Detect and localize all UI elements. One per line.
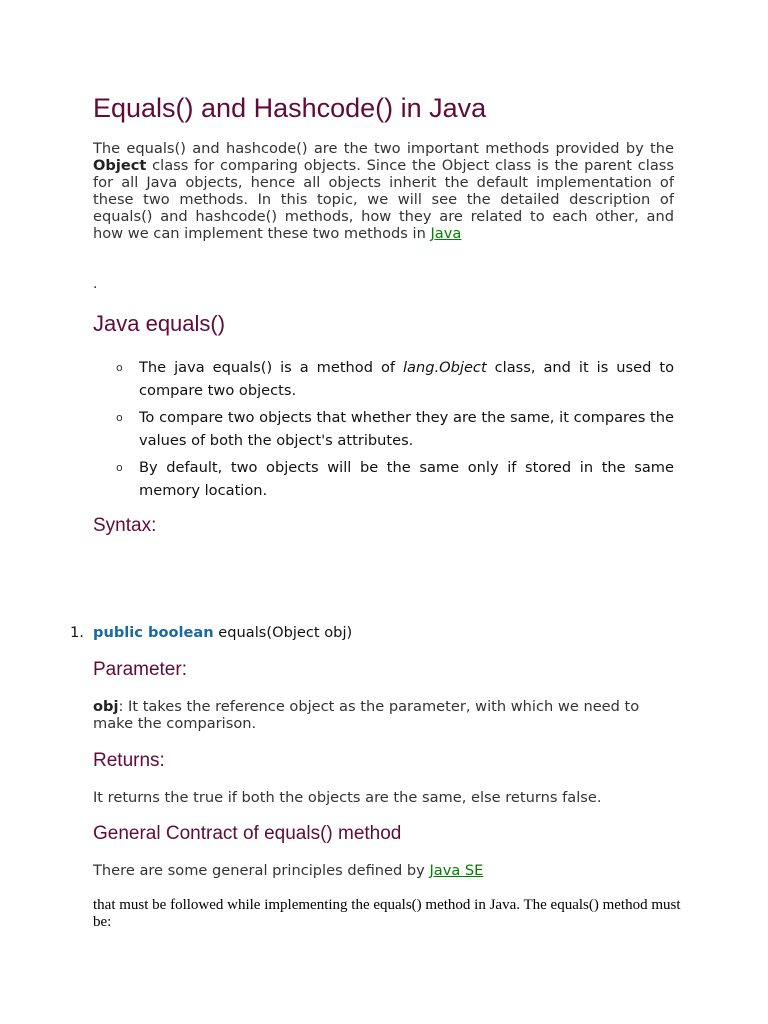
line-number: 1. xyxy=(70,624,84,641)
parameter-heading: Parameter: xyxy=(93,659,187,680)
equals-bullet-list xyxy=(93,356,674,506)
parameter-paragraph xyxy=(93,698,674,732)
contract-text: There are some general principles defined by xyxy=(93,862,430,879)
param-text: : It takes the reference object as the parameter, with which we need to make the comparison. xyxy=(93,698,640,732)
intro-bold-object: Object xyxy=(93,157,147,174)
page-title: Equals() and Hashcode() in Java xyxy=(93,93,487,123)
code-keywords: public boolean xyxy=(93,624,214,641)
java-equals-heading: Java equals() xyxy=(93,311,226,336)
list-item xyxy=(93,456,674,502)
stray-period: . xyxy=(93,276,98,292)
intro-text-1: The equals() and hashcode() are the two important methods provided by the xyxy=(93,140,674,157)
list-item xyxy=(93,406,674,452)
code-signature: equals(Object obj) xyxy=(213,624,353,641)
list-item xyxy=(93,356,674,402)
returns-heading: Returns: xyxy=(93,750,165,771)
param-bold-obj: obj xyxy=(93,698,119,715)
bullet-text: By default, two objects will be the same only if stored in the same memory location. xyxy=(139,459,674,499)
contract-serif-paragraph: that must be followed while implementing the equals() method in Java. The equals() method must be: xyxy=(93,897,681,930)
java-link[interactable]: Java xyxy=(430,225,462,242)
bullet-text-em: lang.Object xyxy=(403,359,487,376)
circle-bullet-icon: o xyxy=(116,461,123,474)
intro-paragraph xyxy=(93,140,674,242)
returns-paragraph: It returns the true if both the objects are the same, else returns false. xyxy=(93,789,602,806)
bullet-text: To compare two objects that whether they are the same, it compares the values of both the object's attributes. xyxy=(139,409,674,449)
contract-heading: General Contract of equals() method xyxy=(93,823,402,844)
circle-bullet-icon: o xyxy=(116,361,123,374)
code-line xyxy=(70,623,690,643)
intro-text-2: class for comparing objects. Since the Object class is the parent class for all Java objects, hence all objects inherit the default implementation of these two methods. In this topic, we will see the detailed description of equals() and hashcode() methods, how they are related to each other, and how we can implement these two methods in xyxy=(93,157,674,242)
syntax-heading: Syntax: xyxy=(93,515,157,536)
contract-paragraph xyxy=(93,862,674,879)
java-se-link[interactable]: Java SE xyxy=(429,862,484,879)
circle-bullet-icon: o xyxy=(116,411,123,424)
bullet-text-pre: The java equals() is a method of xyxy=(139,359,403,376)
bullet-text-post: class, and it is used to compare two objects. xyxy=(139,359,674,399)
